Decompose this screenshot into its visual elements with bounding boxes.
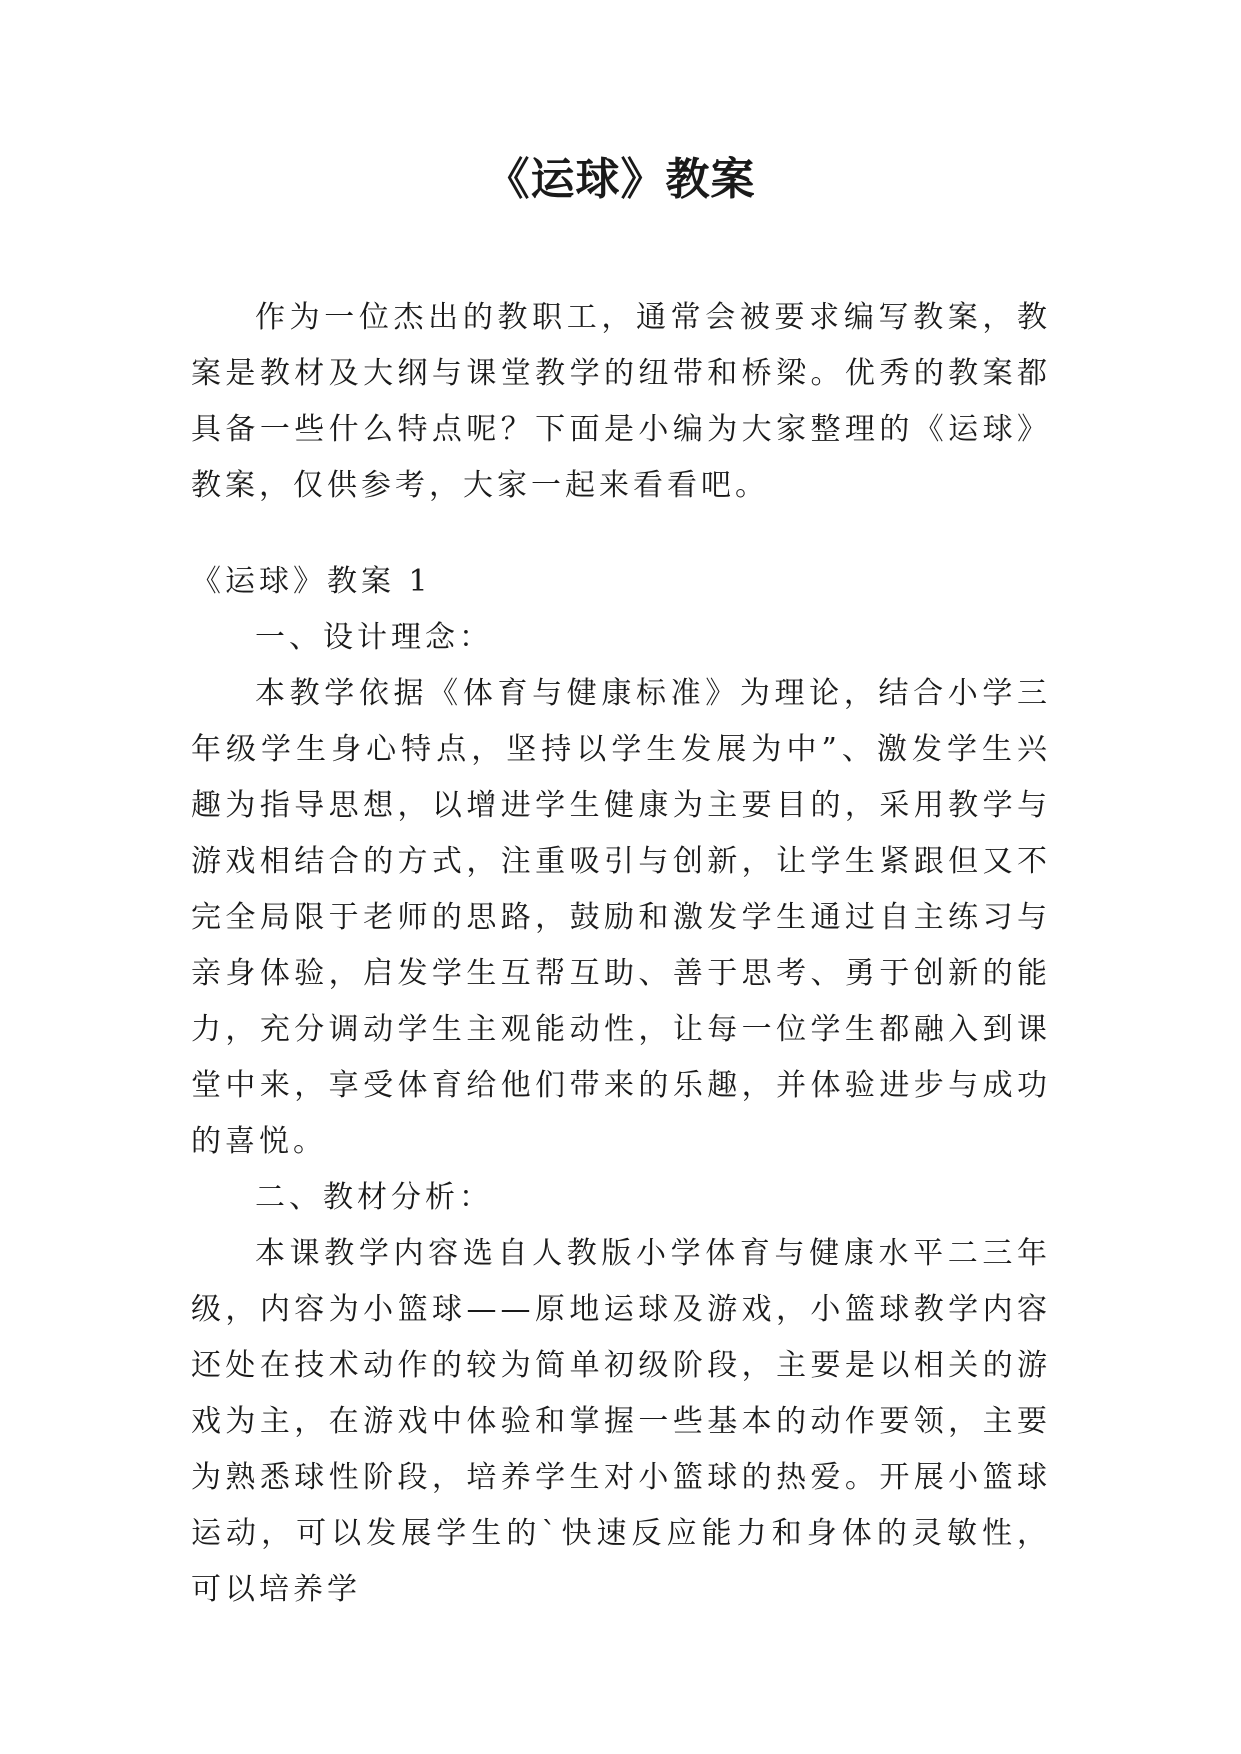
document-title: 《运球》教案: [485, 154, 756, 205]
section-title: 《运球》教案 1: [191, 564, 432, 599]
document-body: [191, 290, 1051, 1618]
material-analysis-paragraph: 本课教学内容选自人教版小学体育与健康水平二三年级，内容为小篮球——原地运球及游戏，小篮球教学内容还处在技术动作的较为简单初级阶段，主要是以相关的游戏为主，在游戏中体验和掌握一些基本的动作要领，主要为熟悉球性阶段，培养学生对小篮球的热爱。开展小篮球运动，可以发展学生的`快速反应能力和身体的灵敏性，可以培养学: [191, 1236, 1051, 1607]
design-concept-paragraph: 本教学依据《体育与健康标准》为理论，结合小学三年级学生身心特点，坚持以学生发展为中”、激发学生兴趣为指导思想，以增进学生健康为主要目的，采用教学与游戏相结合的方式，注重吸引与创新，让学生紧跟但又不完全局限于老师的思路，鼓励和激发学生通过自主练习与亲身体验，启发学生互帮互助、善于思考、勇于创新的能力，充分调动学生主观能动性，让每一位学生都融入到课堂中来，享受体育给他们带来的乐趣，并体验进步与成功的喜悦。: [191, 676, 1051, 1159]
intro-paragraph: 作为一位杰出的教职工，通常会被要求编写教案，教案是教材及大纲与课堂教学的纽带和桥梁。优秀的教案都具备一些什么特点呢？下面是小编为大家整理的《运球》教案，仅供参考，大家一起来看看吧。: [191, 300, 1051, 503]
heading-design-concept: 一、设计理念：: [255, 620, 493, 655]
heading-material-analysis: 二、教材分析：: [255, 1180, 493, 1215]
